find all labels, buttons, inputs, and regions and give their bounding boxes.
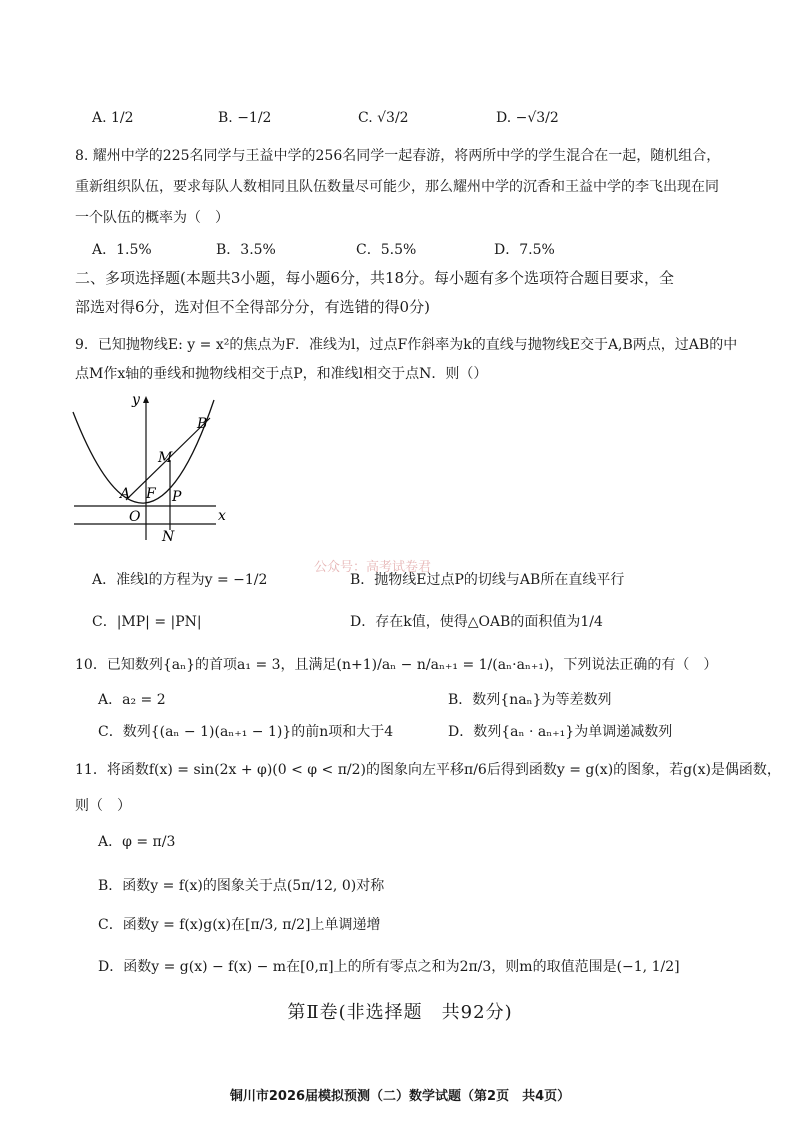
q7-option-d: D. −√3/2 xyxy=(496,110,559,126)
section2-title-line1: 二、多项选择题(本题共3小题，每小题6分，共18分。每小题有多个选项符合题目要求，全 xyxy=(75,269,675,287)
q9-option-a: A．准线l的方程为y = −1/2 xyxy=(92,572,268,588)
label-b: B xyxy=(197,416,208,432)
section2-title-line2: 部选对得6分，选对但不全得部分分，有选错的得0分) xyxy=(75,298,430,316)
label-x: x xyxy=(218,508,226,524)
q7-option-b: B. −1/2 xyxy=(218,110,272,126)
watermark-text: 公众号：高考试卷君 xyxy=(314,560,432,575)
label-f: F xyxy=(146,486,156,502)
label-n: N xyxy=(162,529,175,545)
q7-option-a: A. 1/2 xyxy=(92,110,134,126)
q10-option-d: D．数列{aₙ · aₙ₊₁}为单调递减数列 xyxy=(448,724,673,740)
page-footer: 铜川市2026届模拟预测（二）数学试题（第2页 共4页） xyxy=(229,1089,571,1104)
q8-options xyxy=(92,240,555,260)
q11-stem-line2: 则（ ） xyxy=(75,798,131,814)
q8-option-c: C．5.5% xyxy=(356,242,417,258)
q10-option-a: A．a₂ = 2 xyxy=(98,692,166,708)
y-axis-arrow xyxy=(143,396,149,403)
q7-option-c: C. √3/2 xyxy=(358,110,409,126)
label-p: P xyxy=(172,489,182,505)
q9-stem-line1: 9．已知抛物线E: y = x²的焦点为F．准线为l，过点F作斜率为k的直线与抛物线E交于A,B两点，过AB的中 xyxy=(75,337,738,353)
label-m: M xyxy=(158,450,173,466)
q10-option-b: B．数列{naₙ}为等差数列 xyxy=(448,692,612,708)
q9-parabola-figure xyxy=(66,390,236,550)
label-o: O xyxy=(129,509,141,525)
q8-stem-line3: 一个队伍的概率为（ ） xyxy=(75,210,229,226)
q7-options xyxy=(92,108,559,128)
q8-option-d: D．7.5% xyxy=(494,242,555,258)
q11-stem-line1: 11．将函数f(x) = sin(2x + φ)(0 < φ < π/2)的图象向左平移π/6后得到函数y = g(x)的图象，若g(x)是偶函数， xyxy=(75,762,781,778)
q9-stem-line2: 点M作x轴的垂线和抛物线相交于点P，和准线l相交于点N．则（） xyxy=(75,366,488,382)
q11-option-d: D．函数y = g(x) − f(x) − m在[0,π]上的所有零点之和为2π/3，则m的取值范围是(−1, 1/2] xyxy=(98,959,680,975)
label-y: y xyxy=(132,392,140,408)
q8-option-a: A．1.5% xyxy=(92,242,152,258)
q10-stem: 10．已知数列{aₙ}的首项a₁ = 3，且满足(n+1)/aₙ − n/aₙ₊₁ = 1/(aₙ·aₙ₊₁)，下列说法正确的有（ ） xyxy=(75,657,718,673)
q9-option-c: C．|MP| = |PN| xyxy=(92,614,202,630)
q11-option-b: B．函数y = f(x)的图象关于点(5π/12, 0)对称 xyxy=(98,878,385,894)
part2-title: 第Ⅱ卷(非选择题 共92分) xyxy=(287,1002,513,1023)
q8-stem-line1: 8. 耀州中学的225名同学与王益中学的256名同学一起春游，将两所中学的学生混合在一起，随机组合， xyxy=(75,148,721,164)
q8-stem-line2: 重新组织队伍，要求每队人数相同且队伍数量尽可能少，那么耀州中学的沉香和王益中学的李飞出现在同 xyxy=(75,179,719,195)
q10-option-c: C．数列{(aₙ − 1)(aₙ₊₁ − 1)}的前n项和大于4 xyxy=(98,724,394,740)
q11-option-c: C．函数y = f(x)g(x)在[π/3, π/2]上单调递增 xyxy=(98,917,381,933)
q9-option-d: D．存在k值，使得△OAB的面积值为1/4 xyxy=(350,614,603,630)
q11-option-a: A．φ = π/3 xyxy=(98,834,176,850)
parabola-curve xyxy=(73,400,214,503)
label-a: A xyxy=(120,486,131,502)
q9-option-b: B．抛物线E过点P的切线与AB所在直线平行 xyxy=(350,572,625,588)
q8-option-b: B．3.5% xyxy=(216,242,276,258)
